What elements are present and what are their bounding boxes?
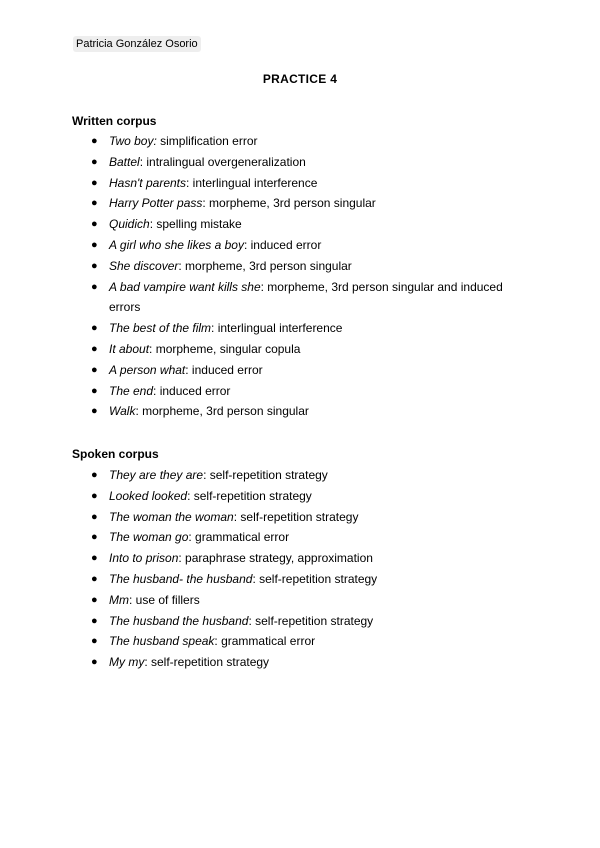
author-name: Patricia González Osorio — [73, 36, 201, 52]
error-example: They are they are — [109, 468, 204, 482]
bullet-icon: ● — [91, 259, 98, 272]
list-item — [91, 381, 521, 402]
bullet-icon: ● — [91, 218, 98, 231]
error-example: Walk — [109, 404, 136, 419]
bullet-icon: ● — [91, 155, 98, 168]
error-classification: : interlingual interference — [211, 321, 343, 336]
list-item — [91, 401, 521, 422]
error-example: Hasn't parents — [109, 175, 186, 190]
written-corpus-heading: Written corpus — [72, 114, 157, 128]
list-item — [91, 631, 521, 652]
error-example: The husband the husband — [109, 613, 249, 628]
bullet-icon: ● — [91, 656, 98, 669]
error-example: A person what — [109, 362, 186, 377]
error-classification: : grammatical error — [214, 634, 316, 649]
list-item — [91, 277, 521, 319]
error-example: A bad vampire want kills she — [109, 279, 261, 294]
error-classification: : use of fillers — [129, 592, 200, 607]
bullet-icon: ● — [91, 510, 98, 523]
error-example: Into to prison — [109, 551, 179, 566]
error-classification: : induced error — [153, 383, 231, 398]
document-title: PRACTICE 4 — [262, 72, 338, 86]
list-item — [91, 173, 521, 194]
error-example: Mm — [109, 592, 129, 607]
error-classification: : self-repetition strategy — [252, 571, 378, 586]
list-item — [91, 507, 521, 528]
list-item — [91, 548, 521, 569]
error-example: The husband- the husband — [109, 571, 253, 586]
list-item — [91, 486, 521, 507]
bullet-icon: ● — [91, 552, 98, 565]
bullet-icon: ● — [91, 593, 98, 606]
error-example: The end — [109, 383, 154, 398]
error-example: It about — [109, 341, 150, 356]
error-example: Battel — [109, 154, 140, 169]
error-example: She discover — [109, 258, 179, 273]
list-item — [91, 256, 521, 277]
list-item — [91, 214, 521, 235]
error-example: The woman the woman — [109, 509, 234, 524]
bullet-icon: ● — [91, 531, 98, 544]
list-item — [91, 152, 521, 173]
bullet-icon: ● — [91, 135, 98, 147]
spoken-corpus-list — [91, 465, 521, 673]
bullet-icon: ● — [91, 322, 98, 335]
list-item — [91, 360, 521, 381]
list-item — [91, 339, 521, 360]
error-example: Looked looked — [109, 488, 188, 503]
bullet-icon: ● — [91, 572, 98, 585]
bullet-icon: ● — [91, 635, 98, 648]
error-example: Quidich — [109, 217, 150, 232]
bullet-icon: ● — [91, 363, 98, 376]
bullet-icon: ● — [91, 238, 98, 251]
bullet-icon: ● — [91, 176, 98, 189]
list-item — [91, 569, 521, 590]
written-corpus-list — [91, 131, 521, 422]
list-item — [91, 527, 521, 548]
bullet-icon: ● — [91, 614, 98, 627]
error-classification: : self-repetition strategy — [248, 613, 374, 628]
error-classification: : grammatical error — [188, 530, 290, 545]
error-classification: : self-repetition strategy — [187, 488, 312, 503]
error-example: A girl who she likes a boy — [109, 237, 244, 252]
error-classification: : morpheme, 3rd person singular and induced errors — [109, 279, 503, 315]
bullet-icon: ● — [91, 405, 98, 418]
error-example: The woman go — [109, 530, 189, 545]
list-item — [91, 318, 521, 339]
bullet-icon: ● — [91, 197, 98, 210]
error-classification: : induced error — [243, 237, 322, 252]
error-classification: : morpheme, 3rd person singular — [178, 258, 352, 273]
spoken-corpus-heading: Spoken corpus — [72, 447, 159, 461]
list-item — [91, 235, 521, 256]
bullet-icon: ● — [91, 384, 98, 397]
error-classification: : intralingual overgeneralization — [139, 154, 306, 169]
error-classification: : paraphrase strategy, approximation — [178, 551, 373, 566]
error-example: My my — [109, 655, 145, 670]
error-example: The best of the film — [109, 321, 212, 336]
error-example: The husband speak — [109, 634, 215, 649]
list-item — [91, 652, 521, 673]
list-item — [91, 465, 521, 486]
error-classification: : induced error — [185, 362, 263, 377]
error-classification: : interlingual interference — [186, 175, 318, 190]
list-item — [91, 611, 521, 632]
list-item — [91, 590, 521, 611]
list-item — [91, 193, 521, 214]
bullet-icon: ● — [91, 280, 98, 293]
error-classification: simplification error — [156, 134, 258, 148]
error-classification: : spelling mistake — [149, 217, 242, 232]
bullet-icon: ● — [91, 489, 98, 502]
error-example: Two boy: — [109, 134, 157, 148]
error-classification: : self-repetition strategy — [203, 468, 328, 482]
error-example: Harry Potter pass — [109, 196, 203, 211]
bullet-icon: ● — [91, 342, 98, 355]
error-classification: : morpheme, 3rd person singular — [202, 196, 376, 211]
error-classification: : morpheme, singular copula — [149, 341, 301, 356]
list-item — [91, 131, 521, 152]
error-classification: : self-repetition strategy — [144, 655, 270, 670]
bullet-icon: ● — [91, 469, 98, 481]
error-classification: : self-repetition strategy — [233, 509, 359, 524]
error-classification: : morpheme, 3rd person singular — [135, 404, 309, 419]
